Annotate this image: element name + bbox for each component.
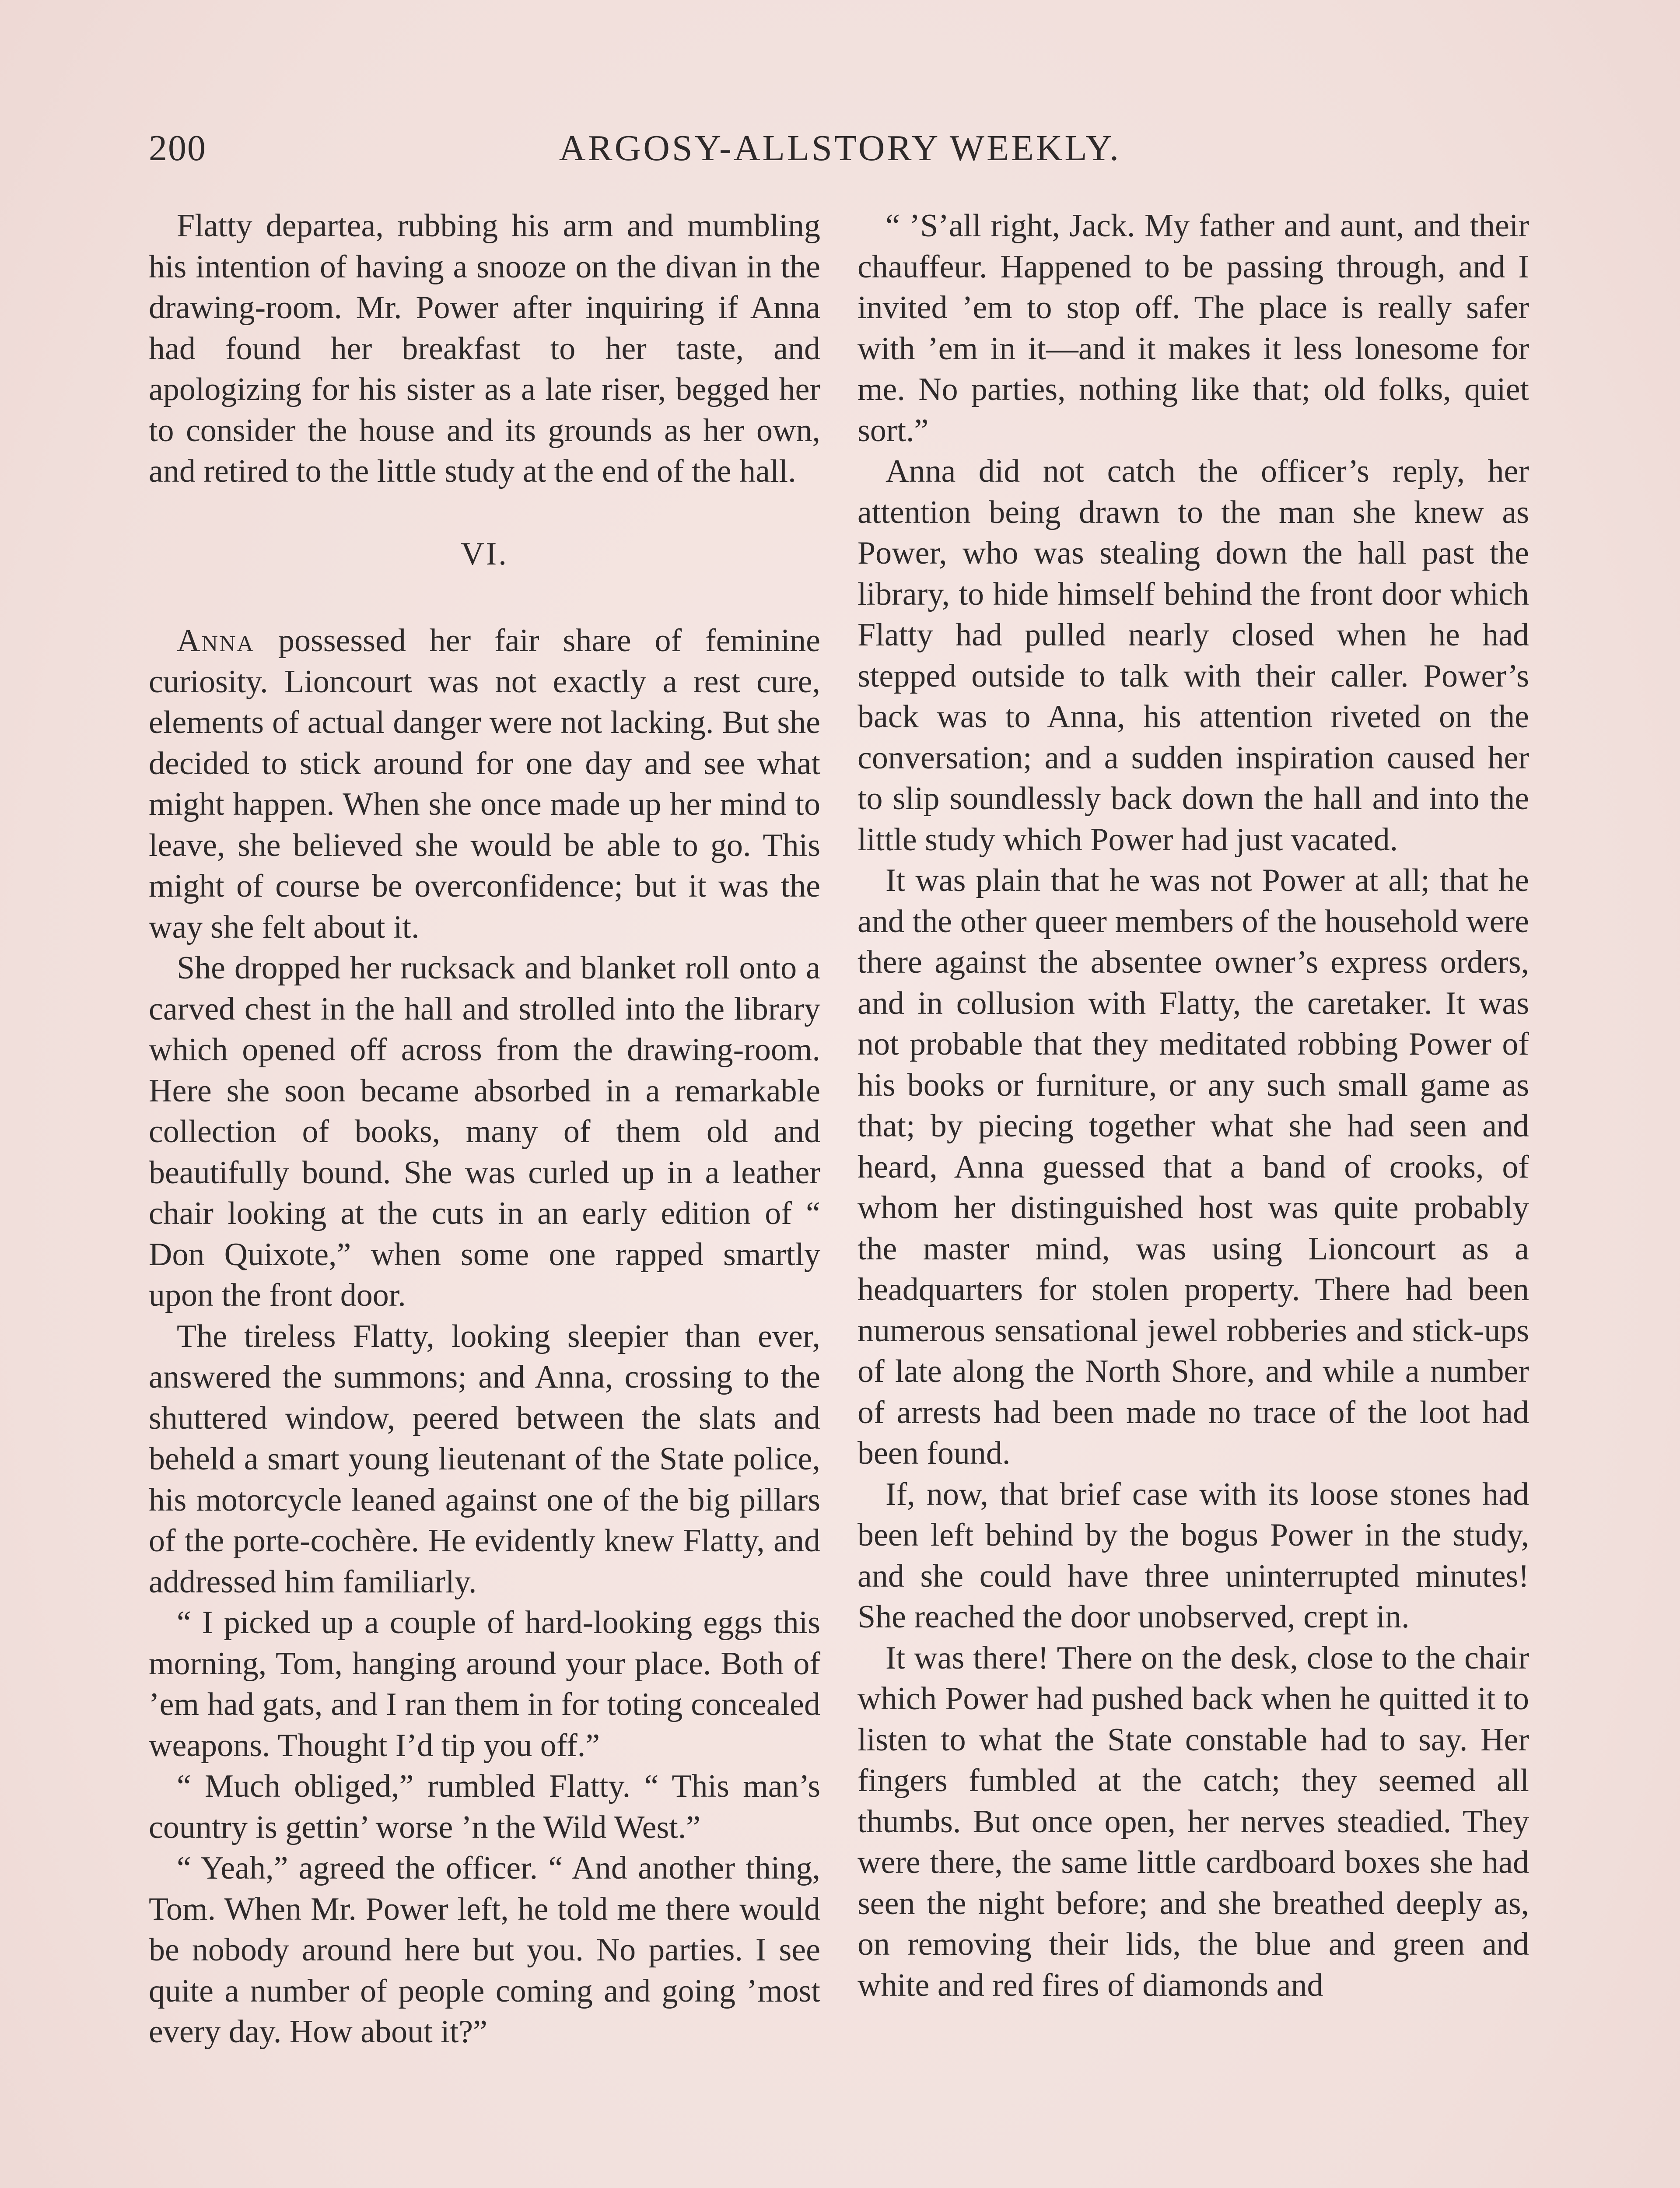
paragraph	[149, 621, 820, 948]
running-title: ARGOSY-ALLSTORY WEEKLY.	[559, 128, 1121, 168]
paragraph: “ ’S’all right, Jack. My father and aunt, and their chauffeur. Happened to be passing through, and I invited ’em to stop off. The place is really safer with ’em in it—and it makes it less lonesome for me. No parties, nothing like that; old folks, quiet sort.”	[858, 208, 1529, 449]
page-header	[149, 127, 1531, 175]
left-column	[149, 206, 820, 2053]
lead-word: Anna	[177, 623, 255, 659]
paragraph: Anna did not catch the officer’s reply, her attention being drawn to the man she knew as Power, who was stealing down the hall past the library, to hide himself behind the front door which Flatty had pulled nearly closed when he had stepped outside to talk with their caller. Power’s back was to Anna, his attention riveted on the conversation; and a sudden inspiration caused her to slip soundlessly back down the hall and into the little study which Power had just vacated.	[858, 453, 1529, 858]
paragraph-text: possessed her fair share of feminine curiosity. Lioncourt was not exactly a rest cure, elements of actual danger were not lacking. But she decided to stick around for one day and see what might happen. When she once made up her mind to leave, she believed she would be able to go. This might of course be overconfidence; but it was the way she felt about it.	[149, 623, 820, 945]
paragraph: The tireless Flatty, looking sleepier than ever, answered the summons; and Anna, crossing to the shuttered window, peered between the slats and beheld a smart young lieutenant of the State police, his motorcycle leaned against one of the big pillars of the porte-cochère. He evidently knew Flatty, and addressed him familiarly.	[149, 1318, 820, 1600]
paragraph: Flatty departea, rubbing his arm and mumbling his intention of having a snooze on the divan in the drawing-room. Mr. Power after inquiring if Anna had found her breakfast to her taste, and apologizing for his sister as a late riser, begged her to consider the house and its grounds as her own, and retired to the little study at the end of the hall.	[149, 208, 820, 489]
page-number: 200	[149, 128, 206, 168]
paragraph: “ I picked up a couple of hard-looking eggs this morning, Tom, hanging around your place. Both of ’em had gats, and I ran them in for toting concealed weapons. Thought I’d tip you off.”	[149, 1605, 820, 1764]
right-column	[858, 206, 1529, 2006]
paragraph: If, now, that brief case with its loose stones had been left behind by the bogus Power in the study, and she could have three uninterrupted minutes! She reached the door unobserved, crept in.	[858, 1476, 1529, 1635]
paragraph: It was plain that he was not Power at all; that he and the other queer members of the household were there against the absentee owner’s express orders, and in collusion with Flatty, the caretaker. It was not probable that they meditated robbing Power of his books or furniture, or any such small game as that; by piecing together what she had seen and heard, Anna guessed that a band of crooks, of whom her distinguished host was quite probably the master mind, was using Lioncourt as a headquarters for stolen property. There had been numerous sensational jewel robberies and stick-ups of late along the North Shore, and while a number of arrests had been made no trace of the loot had been found.	[858, 863, 1529, 1471]
paragraph: “ Yeah,” agreed the officer. “ And another thing, Tom. When Mr. Power left, he told me there would be nobody around here but you. No parties. I see quite a number of people coming and going ’most every day. How about it?”	[149, 1850, 820, 2050]
paragraph: “ Much obliged,” rumbled Flatty. “ This man’s country is gettin’ worse ’n the Wild West.”	[149, 1768, 820, 1845]
section-heading: VI.	[461, 536, 508, 572]
paragraph: She dropped her rucksack and blanket roll onto a carved chest in the hall and strolled into the library which opened off across from the drawing-room. Here she soon became absorbed in a remarkable collection of books, many of them old and beautifully bound. She was curled up in a leather chair looking at the cuts in an early edition of “ Don Quixote,” when some one rapped smartly upon the front door.	[149, 950, 820, 1313]
paragraph: It was there! There on the desk, close to the chair which Power had pushed back when he quitted it to listen to what the State constable had to say. Her fingers fumbled at the catch; they seemed all thumbs. But once open, her nerves steadied. They were there, the same little cardboard boxes she had seen the night before; and she breathed deeply as, on removing their lids, the blue and green and white and red fires of diamonds and	[858, 1640, 1529, 2003]
